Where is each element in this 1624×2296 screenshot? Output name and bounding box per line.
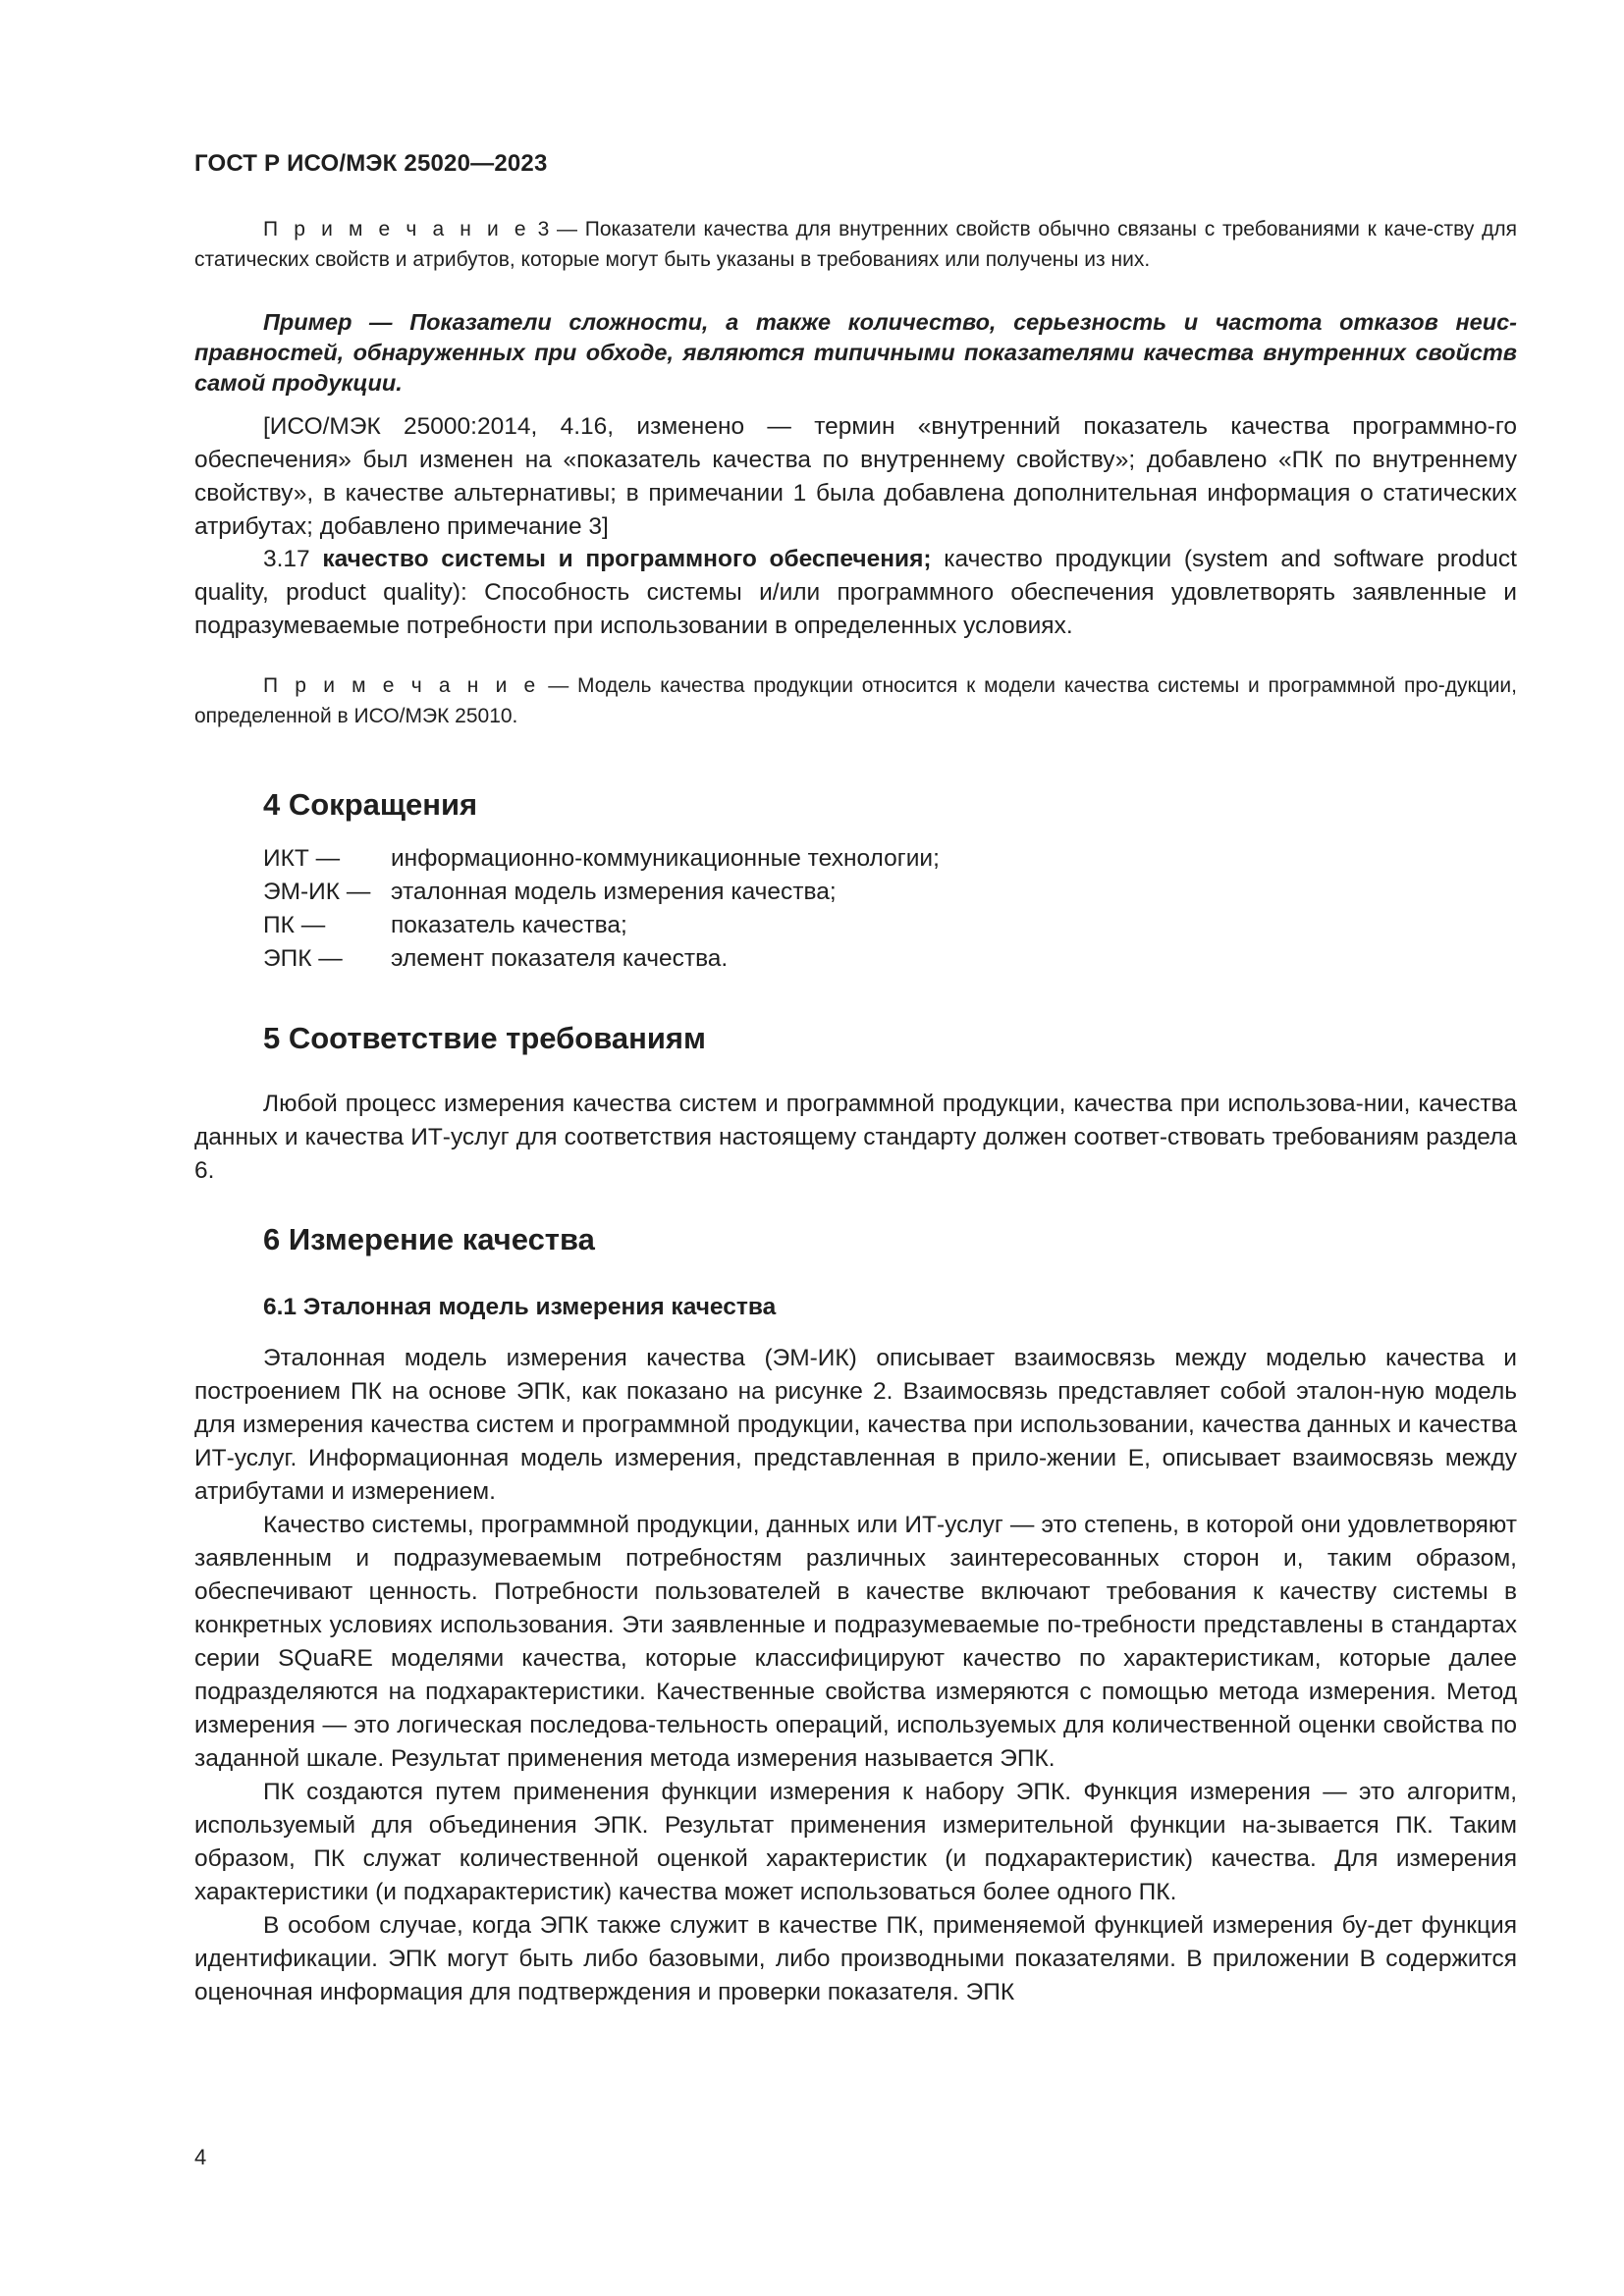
paragraph: Эталонная модель измерения качества (ЭМ-ИК) описывает взаимосвязь между моделью качества и построением ПК на основе ЭПК, как показано на рисунке 2. Взаимосвязь представляет собой эталон-ную модель для измерения качества систем и программной продукции, качества при использовании, качества данных и качества ИТ-услуг. Информационная модель измерения, представленная в прило-жении Е, описывает взаимосвязь между атрибутами и измерением.	[194, 1345, 1517, 1505]
section-5-title: 5 Соответствие требованиям	[263, 1021, 706, 1055]
abbreviation-item	[194, 876, 1517, 909]
term-name: качество системы и программного обеспечения;	[322, 546, 932, 572]
paragraph: ПК создаются путем применения функции измерения к набору ЭПК. Функция измерения — это алгоритм, используемый для объединения ЭПК. Результат применения измерительной функции на-зывается ПК. Таким образом, ПК служат количественной оценкой характеристик (и подхарактеристик) качества. Для измерения характеристики (и подхарактеристик) качества может использоваться более одного ПК.	[194, 1779, 1517, 1905]
abbreviation-item	[194, 942, 1517, 976]
page-number: 4	[194, 2145, 207, 2169]
abbreviation-term: ЭПК —	[263, 945, 343, 972]
term-3-17	[194, 543, 1517, 643]
abbreviation-definition: эталонная модель измерения качества;	[391, 879, 837, 905]
note-text: — Модель качества продукции относится к модели качества системы и программной про-дукции, определенной в ИСО/МЭК 25010.	[194, 674, 1517, 727]
paragraph: Качество системы, программной продукции, данных или ИТ-услуг — это степень, в которой они удовлетворяют заявленным и подразумеваемым потребностям различных заинтересованных сторон и, таким образом, обеспечивают ценность. Потребности пользователей в качестве включают требования к качеству системы в конкретных условиях использования. Эти заявленные и подразумеваемые по-требности представлены в стандартах серии SQuaRE моделями качества, которые классифицируют качество по характеристикам, которые далее подразделяются на подхарактеристики. Качественные свойства измеряются с помощью метода измерения. Метод измерения — это логическая последова-тельность операций, используемых для количественной оценки свойства по заданной шкале. Результат применения метода измерения называется ЭПК.	[194, 1512, 1517, 1772]
abbreviation-definition: показатель качества;	[391, 912, 627, 938]
section-4	[194, 787, 1517, 823]
abbreviations-list	[194, 842, 1517, 976]
abbreviation-item	[194, 842, 1517, 876]
note-text: 3 — Показатели качества для внутренних свойств обычно связаны с требованиями к каче-ству для статических свойств и атрибутов, которые могут быть указаны в требованиях или получены из них.	[194, 218, 1517, 271]
section-6	[194, 1222, 1517, 1257]
note-label: П р и м е ч а н и е	[263, 674, 540, 697]
abbreviation-item	[194, 909, 1517, 942]
paragraph: В особом случае, когда ЭПК также служит в качестве ПК, применяемой функцией измерения бу-дет функция идентификации. ЭПК могут быть либо базовыми, либо производными показателями. В приложении В содержится оценочная информация для подтверждения и проверки показателя. ЭПК	[194, 1912, 1517, 2005]
abbreviation-definition: информационно-коммуникационные технологии;	[391, 845, 940, 872]
term-number: 3.17	[263, 546, 310, 572]
subsection-6-1-title: 6.1 Эталонная модель измерения качества	[263, 1294, 777, 1320]
section-6-title: 6 Измерение качества	[263, 1222, 595, 1256]
abbreviation-term: ЭМ-ИК —	[263, 879, 371, 905]
abbreviation-term: ИКТ —	[263, 845, 341, 872]
note-label: П р и м е ч а н и е	[263, 218, 530, 240]
example-block	[194, 307, 1517, 399]
section-6-body	[194, 1342, 1517, 2009]
source-reference-text: [ИСО/МЭК 25000:2014, 4.16, изменено — термин «внутренний показатель качества программно-го обеспечения» был изменен на «показатель качества по внутреннему свойству»; добавлено «ПК по внутреннему свойству», в качестве альтернативы; в примечании 1 была добавлена дополнительная информация о статических атрибутах; добавлено примечание 3]	[194, 413, 1517, 540]
section-5	[194, 1021, 1517, 1056]
subsection-6-1	[194, 1294, 1517, 1321]
abbreviation-term: ПК —	[263, 912, 326, 938]
section-5-body	[194, 1088, 1517, 1188]
example-text: Пример — Показатели сложности, а также количество, серьезность и частота отказов неис-правностей, обнаруженных при обходе, являются типичными показателями качества внутренних свойств самой продукции.	[194, 309, 1517, 396]
section-4-title: 4 Сокращения	[263, 787, 478, 822]
abbreviation-definition: элемент показателя качества.	[391, 945, 729, 972]
source-reference	[194, 410, 1517, 544]
document-header: ГОСТ Р ИСО/МЭК 25020—2023	[194, 150, 548, 177]
note-3-17	[194, 670, 1517, 731]
section-5-text: Любой процесс измерения качества систем и программной продукции, качества при использова-нии, качества данных и качества ИТ-услуг для соответствия настоящему стандарту должен соответ-ствовать требованиям раздела 6.	[194, 1091, 1517, 1184]
term-definition: качество продукции (system and software product quality, product quality): Способность системы и/или программного обеспечения удовлетворять заявленные и подразумеваемые потребности при использовании в определенных условиях.	[194, 546, 1517, 639]
note-3	[194, 214, 1517, 275]
